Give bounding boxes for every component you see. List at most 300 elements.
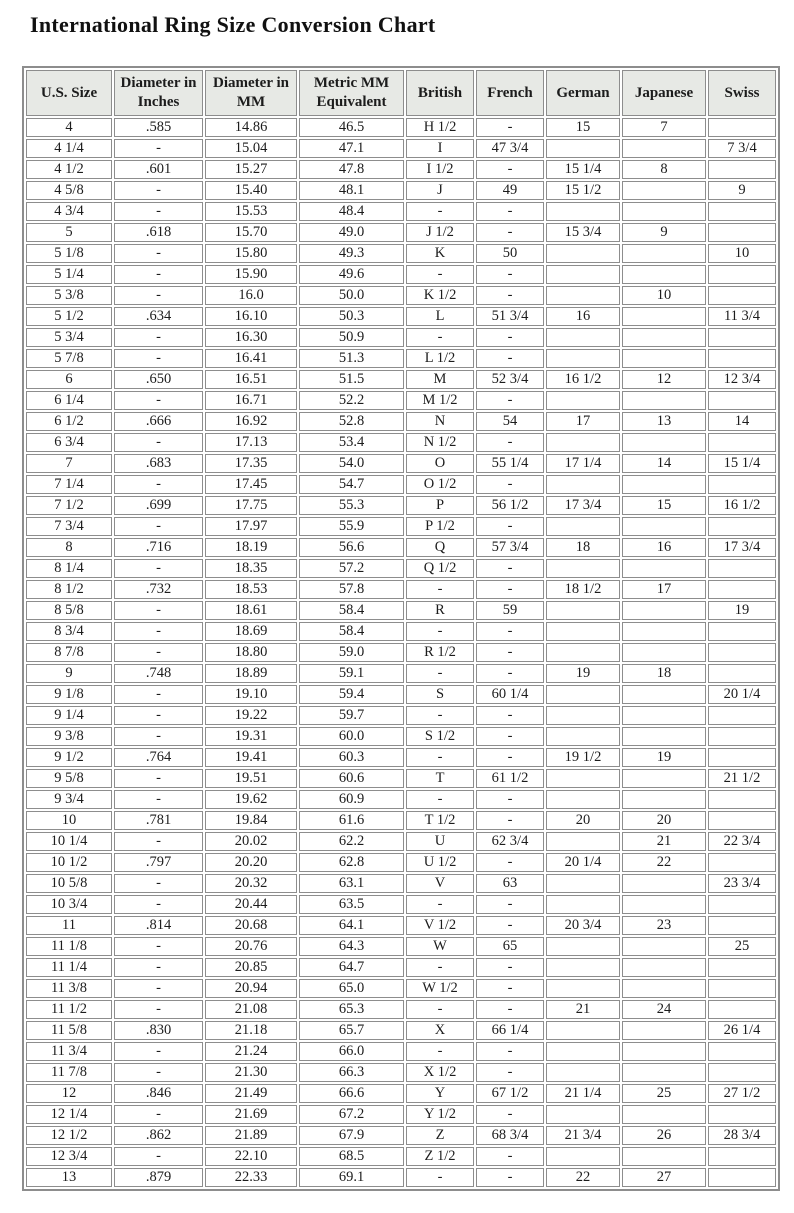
table-cell [546, 1147, 620, 1166]
table-cell: O 1/2 [406, 475, 474, 494]
table-cell: - [476, 118, 544, 137]
table-cell [622, 979, 706, 998]
table-cell: 16 1/2 [546, 370, 620, 389]
table-cell: - [114, 349, 203, 368]
table-cell: - [476, 643, 544, 662]
table-cell: 19.41 [205, 748, 297, 767]
table-cell: 59.4 [299, 685, 404, 704]
table-cell: 51 3/4 [476, 307, 544, 326]
table-cell: 12 3/4 [26, 1147, 112, 1166]
table-cell: 15.90 [205, 265, 297, 284]
table-cell [622, 601, 706, 620]
table-cell [622, 181, 706, 200]
table-row [26, 769, 776, 788]
table-cell [708, 643, 776, 662]
table-cell: - [476, 1105, 544, 1124]
table-cell [708, 118, 776, 137]
table-cell: 10 5/8 [26, 874, 112, 893]
table-cell: - [476, 958, 544, 977]
table-cell: 5 1/2 [26, 307, 112, 326]
table-cell: 5 7/8 [26, 349, 112, 368]
table-cell: 18 1/2 [546, 580, 620, 599]
table-cell: 7 [622, 118, 706, 137]
table-cell: .846 [114, 1084, 203, 1103]
table-cell: 5 3/8 [26, 286, 112, 305]
table-cell: - [114, 790, 203, 809]
table-cell: 24 [622, 1000, 706, 1019]
table-cell: - [114, 139, 203, 158]
table-cell: 59.7 [299, 706, 404, 725]
table-cell: 15 1/4 [708, 454, 776, 473]
table-row [26, 349, 776, 368]
table-row [26, 559, 776, 578]
table-cell: 10 3/4 [26, 895, 112, 914]
table-row [26, 496, 776, 515]
table-cell: - [476, 1000, 544, 1019]
table-row [26, 307, 776, 326]
table-cell: 18.80 [205, 643, 297, 662]
table-cell [708, 853, 776, 872]
table-cell: .683 [114, 454, 203, 473]
table-cell: 27 [622, 1168, 706, 1187]
table-cell: - [114, 286, 203, 305]
table-cell: 60 1/4 [476, 685, 544, 704]
table-row [26, 1168, 776, 1187]
table-cell: 18.19 [205, 538, 297, 557]
table-cell: 20.94 [205, 979, 297, 998]
table-cell: V 1/2 [406, 916, 474, 935]
table-cell: .666 [114, 412, 203, 431]
table-cell: 12 [26, 1084, 112, 1103]
table-cell [622, 559, 706, 578]
table-cell: 19.22 [205, 706, 297, 725]
table-cell [546, 979, 620, 998]
table-cell: 47.1 [299, 139, 404, 158]
table-cell: K [406, 244, 474, 263]
table-cell [708, 517, 776, 536]
column-header-3: Metric MM Equivalent [299, 70, 404, 116]
table-cell [622, 391, 706, 410]
table-cell: Y [406, 1084, 474, 1103]
table-cell: - [476, 517, 544, 536]
table-cell: R [406, 601, 474, 620]
table-cell: - [406, 664, 474, 683]
table-cell: .781 [114, 811, 203, 830]
table-cell: 17 [546, 412, 620, 431]
table-cell: 17.97 [205, 517, 297, 536]
table-cell: - [114, 1147, 203, 1166]
table-cell: P [406, 496, 474, 515]
table-row [26, 853, 776, 872]
table-row [26, 622, 776, 641]
table-cell: - [476, 1168, 544, 1187]
table-cell: 18.61 [205, 601, 297, 620]
table-cell: I [406, 139, 474, 158]
table-cell: 65.0 [299, 979, 404, 998]
table-cell: 21.18 [205, 1021, 297, 1040]
table-row [26, 895, 776, 914]
table-cell: L [406, 307, 474, 326]
table-cell [622, 349, 706, 368]
table-cell: 66 1/4 [476, 1021, 544, 1040]
table-row [26, 265, 776, 284]
table-cell: 21 [622, 832, 706, 851]
table-cell [708, 475, 776, 494]
table-cell: 10 [708, 244, 776, 263]
table-cell: 11 3/4 [26, 1042, 112, 1061]
table-row [26, 748, 776, 767]
table-cell [622, 937, 706, 956]
table-cell: - [114, 475, 203, 494]
table-cell: 65.3 [299, 1000, 404, 1019]
table-cell [546, 874, 620, 893]
table-cell: 11 7/8 [26, 1063, 112, 1082]
column-header-2: Diameter in MM [205, 70, 297, 116]
table-cell: 14.86 [205, 118, 297, 137]
table-cell: M 1/2 [406, 391, 474, 410]
table-cell: 5 [26, 223, 112, 242]
table-cell [708, 202, 776, 221]
table-cell [546, 559, 620, 578]
table-cell: S 1/2 [406, 727, 474, 746]
table-cell: 66.3 [299, 1063, 404, 1082]
table-cell: 8 [622, 160, 706, 179]
table-cell: - [476, 895, 544, 914]
table-cell: 16.41 [205, 349, 297, 368]
table-cell: - [114, 1000, 203, 1019]
table-cell: 15.27 [205, 160, 297, 179]
table-cell [708, 1105, 776, 1124]
table-cell: 65.7 [299, 1021, 404, 1040]
table-cell: 21 [546, 1000, 620, 1019]
table-cell: 52 3/4 [476, 370, 544, 389]
table-cell: .650 [114, 370, 203, 389]
table-cell: 19.62 [205, 790, 297, 809]
table-cell: 66.6 [299, 1084, 404, 1103]
table-cell [622, 1042, 706, 1061]
table-row [26, 1084, 776, 1103]
table-cell [546, 832, 620, 851]
table-cell: 9 [26, 664, 112, 683]
table-cell: 18 [546, 538, 620, 557]
table-cell: 57.8 [299, 580, 404, 599]
table-cell: - [406, 895, 474, 914]
table-cell: 66.0 [299, 1042, 404, 1061]
table-cell: 20.76 [205, 937, 297, 956]
table-row [26, 706, 776, 725]
table-row [26, 1021, 776, 1040]
column-header-0: U.S. Size [26, 70, 112, 116]
table-cell: - [476, 727, 544, 746]
table-cell: 16.51 [205, 370, 297, 389]
table-cell: - [114, 958, 203, 977]
table-cell: 11 1/8 [26, 937, 112, 956]
table-cell: 19.10 [205, 685, 297, 704]
table-row [26, 601, 776, 620]
table-cell [622, 307, 706, 326]
table-cell [708, 811, 776, 830]
table-cell [708, 622, 776, 641]
table-cell [708, 433, 776, 452]
table-cell [708, 286, 776, 305]
table-cell: 6 1/2 [26, 412, 112, 431]
table-cell [622, 328, 706, 347]
table-cell: - [406, 265, 474, 284]
table-cell [708, 328, 776, 347]
table-cell [622, 958, 706, 977]
table-cell: - [476, 853, 544, 872]
table-cell: 18.53 [205, 580, 297, 599]
table-cell: X [406, 1021, 474, 1040]
table-cell [708, 748, 776, 767]
table-cell: 65 [476, 937, 544, 956]
table-row [26, 370, 776, 389]
table-row [26, 811, 776, 830]
table-cell: 7 3/4 [26, 517, 112, 536]
table-cell: 68 3/4 [476, 1126, 544, 1145]
table-cell: 50.0 [299, 286, 404, 305]
table-cell: 58.4 [299, 601, 404, 620]
table-cell: T [406, 769, 474, 788]
table-cell: 49 [476, 181, 544, 200]
table-cell: 58.4 [299, 622, 404, 641]
table-cell: - [406, 706, 474, 725]
table-cell: 15.40 [205, 181, 297, 200]
table-cell: 9 [622, 223, 706, 242]
table-cell: - [114, 706, 203, 725]
table-cell: 57.2 [299, 559, 404, 578]
table-cell: 15.04 [205, 139, 297, 158]
table-cell: 64.3 [299, 937, 404, 956]
table-cell: - [114, 937, 203, 956]
table-cell: 5 1/8 [26, 244, 112, 263]
table-cell: - [114, 433, 203, 452]
table-cell: 67.2 [299, 1105, 404, 1124]
table-cell [546, 685, 620, 704]
table-cell [622, 790, 706, 809]
table-cell: 60.9 [299, 790, 404, 809]
table-cell: 14 [622, 454, 706, 473]
table-cell: 15 1/4 [546, 160, 620, 179]
table-cell: .764 [114, 748, 203, 767]
table-cell: 6 3/4 [26, 433, 112, 452]
table-cell [546, 328, 620, 347]
table-cell [546, 1105, 620, 1124]
table-cell: 48.1 [299, 181, 404, 200]
table-cell [546, 1021, 620, 1040]
table-cell: 4 5/8 [26, 181, 112, 200]
table-cell [708, 223, 776, 242]
table-cell: - [114, 517, 203, 536]
table-cell [622, 895, 706, 914]
table-cell: Y 1/2 [406, 1105, 474, 1124]
column-header-1: Diameter in Inches [114, 70, 203, 116]
table-cell: 46.5 [299, 118, 404, 137]
table-cell: 68.5 [299, 1147, 404, 1166]
table-cell: 21.89 [205, 1126, 297, 1145]
table-cell: - [476, 1147, 544, 1166]
table-cell [546, 895, 620, 914]
table-cell: 5 3/4 [26, 328, 112, 347]
table-cell: 62.2 [299, 832, 404, 851]
table-cell: - [406, 748, 474, 767]
table-row [26, 202, 776, 221]
table-cell: 21.08 [205, 1000, 297, 1019]
table-cell: - [114, 559, 203, 578]
table-cell [546, 1042, 620, 1061]
table-cell: J [406, 181, 474, 200]
table-cell [622, 139, 706, 158]
table-cell: - [114, 832, 203, 851]
table-cell: - [476, 160, 544, 179]
table-cell [546, 391, 620, 410]
table-cell [708, 580, 776, 599]
table-cell: 8 5/8 [26, 601, 112, 620]
table-cell: 22 [546, 1168, 620, 1187]
table-cell: 10 1/4 [26, 832, 112, 851]
table-row [26, 1105, 776, 1124]
table-cell [546, 958, 620, 977]
table-cell: 47 3/4 [476, 139, 544, 158]
table-cell: - [114, 601, 203, 620]
table-row [26, 1042, 776, 1061]
table-cell [546, 202, 620, 221]
table-cell: 20.32 [205, 874, 297, 893]
table-cell: - [114, 1042, 203, 1061]
table-cell: 5 1/4 [26, 265, 112, 284]
table-cell: 20 1/4 [546, 853, 620, 872]
table-header [26, 70, 776, 116]
ring-size-conversion-table [22, 66, 780, 1191]
table-row [26, 391, 776, 410]
table-cell: 17 3/4 [546, 496, 620, 515]
table-cell: N [406, 412, 474, 431]
table-cell: 9 5/8 [26, 769, 112, 788]
table-cell: 53.4 [299, 433, 404, 452]
table-cell: - [406, 328, 474, 347]
table-cell: 18.89 [205, 664, 297, 683]
table-cell: W 1/2 [406, 979, 474, 998]
table-row [26, 832, 776, 851]
table-cell: 16.71 [205, 391, 297, 410]
table-cell: 22.10 [205, 1147, 297, 1166]
table-cell: X 1/2 [406, 1063, 474, 1082]
table-row [26, 118, 776, 137]
table-cell: - [114, 244, 203, 263]
table-cell: 50.9 [299, 328, 404, 347]
table-cell [708, 1168, 776, 1187]
table-cell: - [476, 223, 544, 242]
table-row [26, 1000, 776, 1019]
table-row [26, 874, 776, 893]
table-cell: - [476, 433, 544, 452]
table-cell: 17 1/4 [546, 454, 620, 473]
table-cell: 15.80 [205, 244, 297, 263]
table-cell: 8 1/2 [26, 580, 112, 599]
table-cell: 16 1/2 [708, 496, 776, 515]
table-cell: 19 [708, 601, 776, 620]
table-cell [708, 916, 776, 935]
table-cell: 16.30 [205, 328, 297, 347]
table-cell: 4 1/2 [26, 160, 112, 179]
table-cell: R 1/2 [406, 643, 474, 662]
table-cell [622, 727, 706, 746]
table-cell: 15 1/2 [546, 181, 620, 200]
table-cell: 9 1/8 [26, 685, 112, 704]
table-cell: 59.0 [299, 643, 404, 662]
table-cell: - [406, 580, 474, 599]
table-cell: - [476, 475, 544, 494]
table-cell: 17.75 [205, 496, 297, 515]
table-row [26, 286, 776, 305]
table-cell [708, 391, 776, 410]
table-cell [546, 433, 620, 452]
table-cell [622, 1105, 706, 1124]
table-cell: 64.7 [299, 958, 404, 977]
column-header-4: British [406, 70, 474, 116]
table-cell: 51.5 [299, 370, 404, 389]
table-cell: - [476, 622, 544, 641]
table-cell: 28 3/4 [708, 1126, 776, 1145]
table-cell: - [406, 1168, 474, 1187]
table-cell [708, 160, 776, 179]
table-cell [546, 265, 620, 284]
table-cell: 60.6 [299, 769, 404, 788]
table-cell [622, 517, 706, 536]
table-row [26, 1147, 776, 1166]
table-cell: I 1/2 [406, 160, 474, 179]
table-cell: K 1/2 [406, 286, 474, 305]
table-cell: V [406, 874, 474, 893]
table-cell: 15.70 [205, 223, 297, 242]
table-cell: - [476, 790, 544, 809]
table-cell: - [406, 622, 474, 641]
table-cell: J 1/2 [406, 223, 474, 242]
table-cell: 56 1/2 [476, 496, 544, 515]
table-cell: 7 3/4 [708, 139, 776, 158]
table-cell: 19 1/2 [546, 748, 620, 767]
table-cell: 50.3 [299, 307, 404, 326]
table-cell: 15 [622, 496, 706, 515]
table-cell [546, 769, 620, 788]
table-cell: .862 [114, 1126, 203, 1145]
table-cell: 16.0 [205, 286, 297, 305]
table-cell: 12 1/2 [26, 1126, 112, 1145]
table-cell: 10 [26, 811, 112, 830]
table-cell [622, 433, 706, 452]
table-cell: - [476, 559, 544, 578]
table-cell: 25 [708, 937, 776, 956]
table-row [26, 790, 776, 809]
table-cell: 6 [26, 370, 112, 389]
table-cell [708, 1000, 776, 1019]
table-cell: Z [406, 1126, 474, 1145]
table-cell: P 1/2 [406, 517, 474, 536]
table-cell: 7 1/2 [26, 496, 112, 515]
table-cell: 50 [476, 244, 544, 263]
table-cell: 12 3/4 [708, 370, 776, 389]
table-cell [708, 349, 776, 368]
table-row [26, 643, 776, 662]
table-cell: 54.7 [299, 475, 404, 494]
column-header-8: Swiss [708, 70, 776, 116]
table-cell: .601 [114, 160, 203, 179]
table-cell: - [476, 706, 544, 725]
table-cell: L 1/2 [406, 349, 474, 368]
table-cell: 8 1/4 [26, 559, 112, 578]
table-cell: - [114, 769, 203, 788]
table-cell [546, 139, 620, 158]
